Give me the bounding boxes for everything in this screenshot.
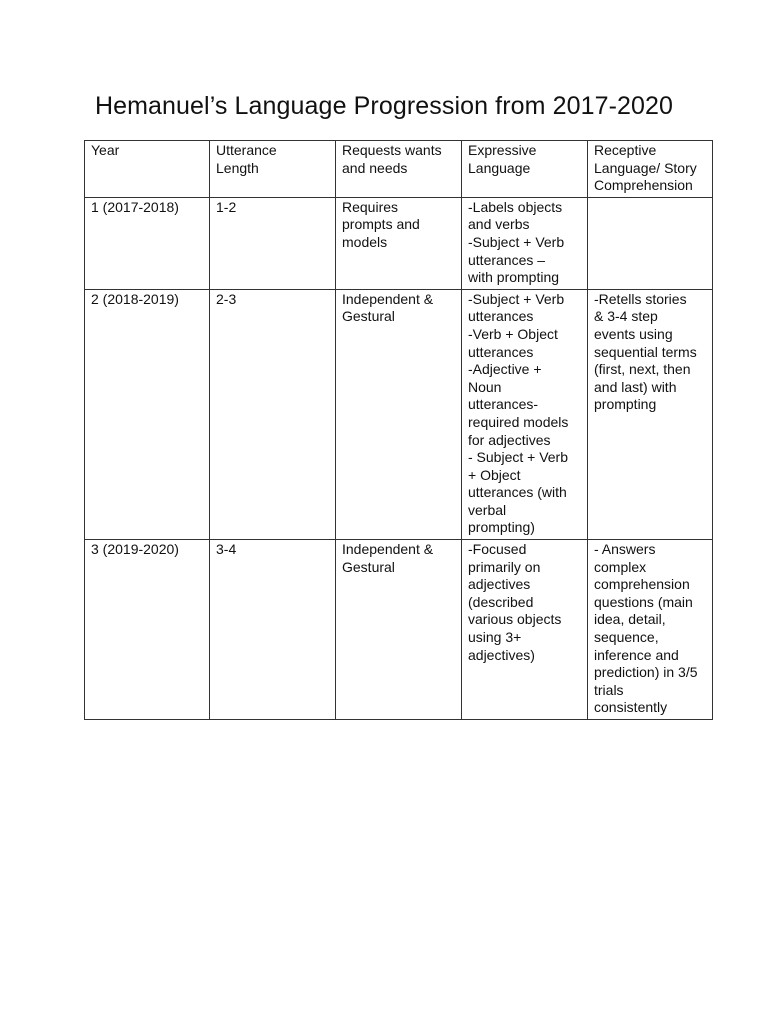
header-expressive-language: Expressive Language xyxy=(462,141,588,198)
cell-expressive: -Subject + Verb utterances -Verb + Object utterances -Adjective + Noun utterances- required models for adjectives - Subject + Verb + Object utterances (with verbal prompting) xyxy=(462,289,588,539)
table-row xyxy=(85,289,713,539)
language-progression-table xyxy=(84,140,713,720)
cell-year: 3 (2019-2020) xyxy=(85,540,210,720)
cell-receptive: -Retells stories & 3-4 step events using sequential terms (first, next, then and last) with prompting xyxy=(588,289,713,539)
header-utterance-length: Utterance Length xyxy=(210,141,336,198)
cell-requests: Independent & Gestural xyxy=(336,289,462,539)
header-requests-wants-needs: Requests wants and needs xyxy=(336,141,462,198)
cell-utterance-length: 2-3 xyxy=(210,289,336,539)
cell-expressive: -Focused primarily on adjectives (described various objects using 3+ adjectives) xyxy=(462,540,588,720)
cell-requests: Independent & Gestural xyxy=(336,540,462,720)
table-header-row xyxy=(85,141,713,198)
cell-receptive xyxy=(588,197,713,289)
header-year: Year xyxy=(85,141,210,198)
cell-utterance-length: 3-4 xyxy=(210,540,336,720)
header-receptive-language: Receptive Language/ Story Comprehension xyxy=(588,141,713,198)
cell-requests: Requires prompts and models xyxy=(336,197,462,289)
table-row xyxy=(85,197,713,289)
cell-year: 1 (2017-2018) xyxy=(85,197,210,289)
table-row xyxy=(85,540,713,720)
cell-year: 2 (2018-2019) xyxy=(85,289,210,539)
cell-receptive: - Answers complex comprehension questions (main idea, detail, sequence, inference and prediction) in 3/5 trials consistently xyxy=(588,540,713,720)
page-title: Hemanuel’s Language Progression from 2017-2020 xyxy=(94,92,674,120)
cell-utterance-length: 1-2 xyxy=(210,197,336,289)
cell-expressive: -Labels objects and verbs -Subject + Verb utterances – with prompting xyxy=(462,197,588,289)
